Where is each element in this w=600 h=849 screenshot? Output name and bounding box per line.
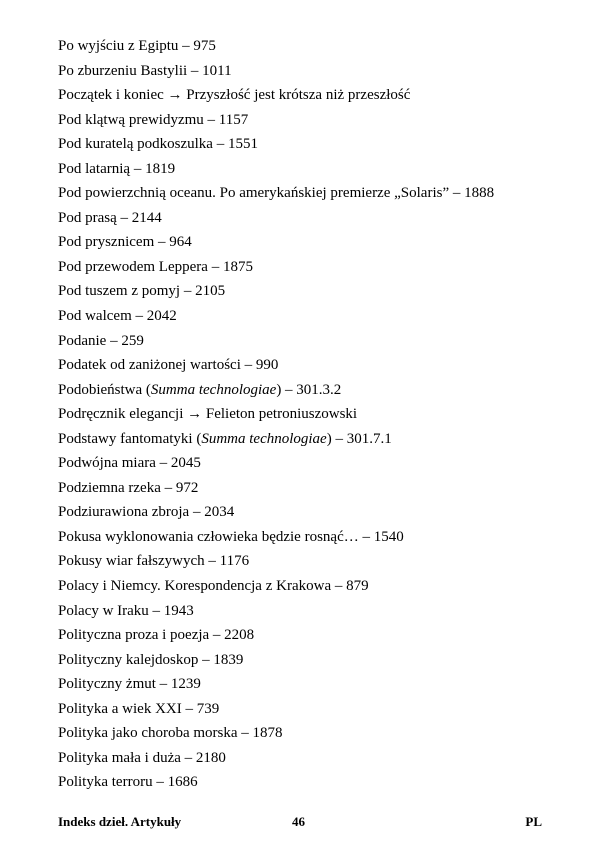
footer-section-title: Indeks dzieł. Artykuły [58, 814, 182, 829]
index-entry: Polityka jako choroba morska – 1878 [58, 725, 283, 742]
entry-source-title: Summa technologiae [201, 430, 327, 447]
index-entry: Pod prasą – 2144 [58, 209, 162, 226]
index-entry: Polacy i Niemcy. Korespondencja z Krakowa – 879 [58, 578, 369, 595]
page-number: 46 [292, 814, 305, 829]
index-entry-list [58, 34, 578, 795]
index-entry: Podwójna miara – 2045 [58, 455, 201, 472]
index-entry: Podziurawiona zbroja – 2034 [58, 504, 235, 521]
index-entry: Początek i koniec → Przyszłość jest krótsza niż przeszłość [58, 87, 411, 104]
index-entry: Pokusa wyklonowania człowieka będzie rosnąć… – 1540 [58, 528, 404, 545]
entry-source-title: Summa technologiae [150, 381, 277, 398]
index-entry: Polityczny kalejdoskop – 1839 [58, 651, 244, 668]
index-entry: Podręcznik elegancji → Felieton petroniuszowski [58, 406, 358, 423]
index-entry: Po wyjściu z Egiptu – 975 [58, 38, 216, 54]
index-entry [58, 378, 578, 403]
index-entry: Podanie – 259 [58, 332, 144, 349]
index-entry: Polityczny żmut – 1239 [58, 676, 201, 693]
index-entry: Podziemna rzeka – 972 [58, 479, 199, 496]
entry-title: Podobieństwa ( [58, 381, 151, 398]
index-entry: Pod prysznicem – 964 [58, 234, 192, 251]
index-entry: Polityka terroru – 1686 [58, 774, 198, 791]
index-entry: Polacy w Iraku – 1943 [58, 602, 194, 619]
index-entry: Pod tuszem z pomyj – 2105 [58, 283, 226, 300]
index-entry: Pod walcem – 2042 [58, 308, 177, 325]
index-entry: Po zburzeniu Bastylii – 1011 [58, 62, 232, 79]
index-entry [58, 427, 578, 452]
footer-language-code: PL [525, 814, 542, 829]
index-entry: Polityczna proza i poezja – 2208 [58, 627, 255, 644]
entry-reference: ) – 301.3.2 [276, 381, 342, 398]
index-entry: Polityka a wiek XXI – 739 [58, 700, 220, 717]
index-entry: Pod klątwą prewidyzmu – 1157 [58, 111, 249, 128]
index-entry: Pod przewodem Leppera – 1875 [58, 258, 253, 275]
index-entry: Podatek od zaniżonej wartości – 990 [58, 357, 279, 374]
page-footer [58, 812, 542, 832]
index-entry: Pokusy wiar fałszywych – 1176 [58, 553, 250, 570]
entry-title: Podstawy fantomatyki ( [58, 430, 202, 447]
index-entry: Pod powierzchnią oceanu. Po amerykańskiej premierze „Solaris” – 1888 [58, 185, 495, 202]
index-entry: Pod kuratelą podkoszulka – 1551 [58, 136, 258, 153]
index-entry: Polityka mała i duża – 2180 [58, 749, 226, 766]
index-entry: Pod latarnią – 1819 [58, 160, 176, 177]
entry-reference: ) – 301.7.1 [326, 430, 392, 447]
